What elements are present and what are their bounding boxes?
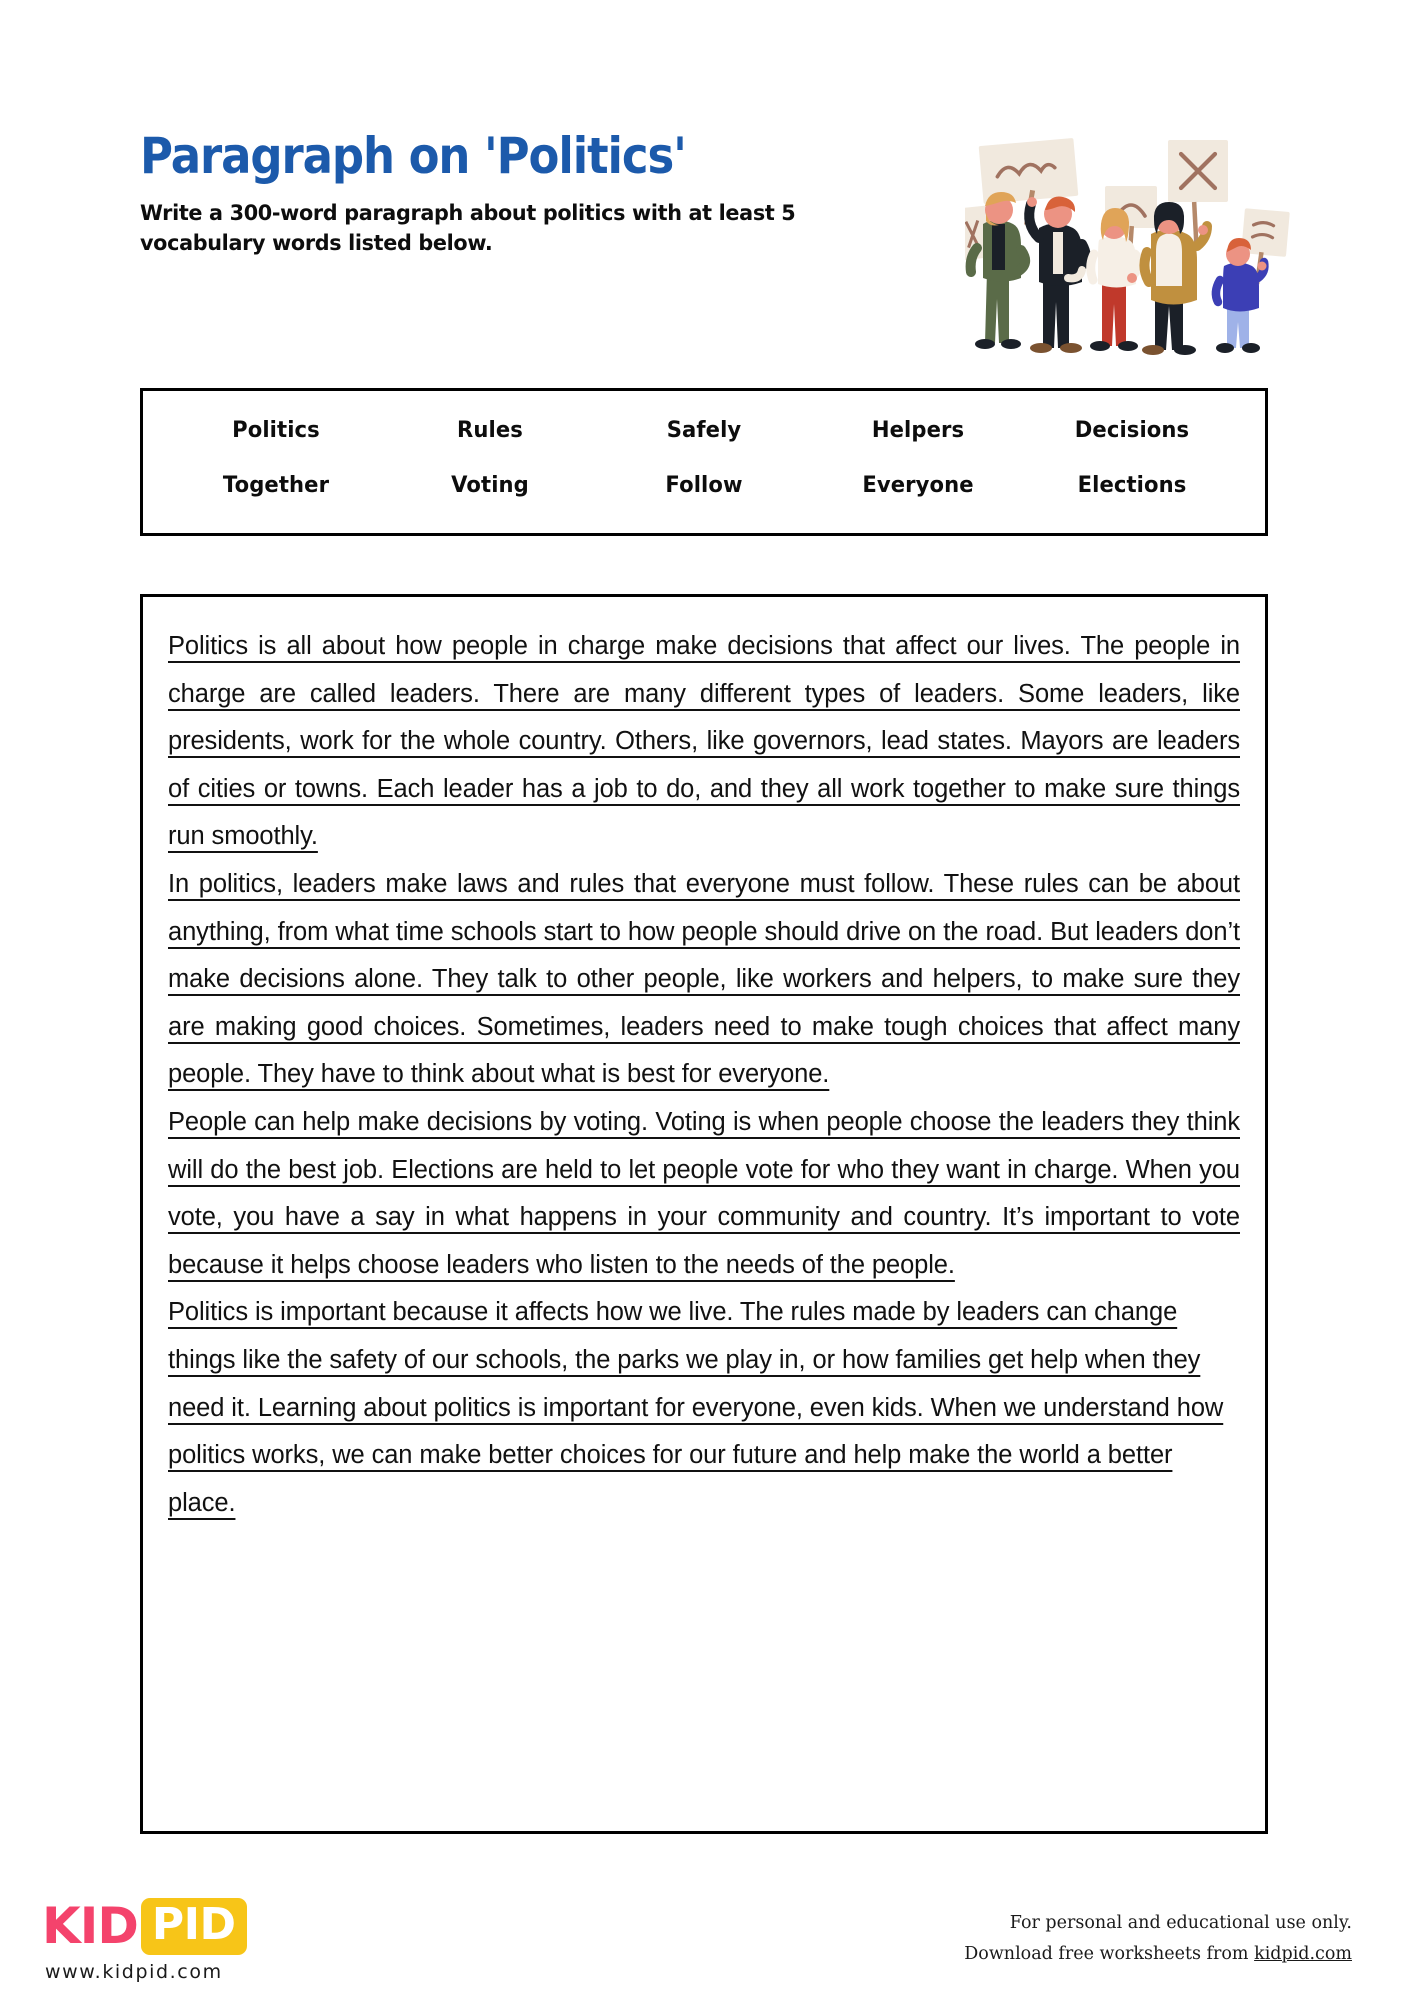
footer-note-line-1: For personal and educational use only. xyxy=(1009,1913,1352,1933)
logo-website-url: www.kidpid.com xyxy=(45,1961,223,1983)
vocabulary-word: Helpers xyxy=(871,418,965,443)
logo-pid-badge: PID xyxy=(141,1898,247,1955)
page-title: Paragraph on 'Politics' xyxy=(140,127,686,185)
vocabulary-word: Everyone xyxy=(862,473,974,498)
footer-usage-note xyxy=(964,1908,1352,1969)
page-instructions: Write a 300-word paragraph about politics with at least 5 vocabulary words listed below. xyxy=(140,200,796,257)
paragraph-block: People can help make decisions by voting. Voting is when people choose the leaders they think will do the best job. Elections are held to let people vote for who they want in charge. When you vote, you have a say in what happens in your community and country. It’s important to vote because it helps choose leaders who listen to the needs of the people. xyxy=(168,1107,1240,1279)
vocabulary-word: Voting xyxy=(451,473,529,498)
vocabulary-word: Decisions xyxy=(1074,418,1190,443)
protest-crowd-illustration xyxy=(965,128,1290,358)
paragraph-block: Politics is all about how people in charge make decisions that affect our lives. The people in charge are called leaders. There are many different types of leaders. Some leaders, like presidents, work for the whole country. Others, like governors, lead states. Mayors are leaders of cities or towns. Each leader has a job to do, and they all work together to make sure things run smoothly. xyxy=(168,632,1240,851)
footer-note-line-2 xyxy=(964,1939,1352,1970)
vocabulary-word: Together xyxy=(222,473,330,498)
person-dark-raised-arm xyxy=(1027,197,1086,353)
logo-kid-text: KID xyxy=(42,1897,138,1955)
vocabulary-word: Follow xyxy=(665,473,743,498)
vocabulary-word-bank xyxy=(140,388,1268,536)
vocabulary-row xyxy=(169,473,1239,498)
kidpid-logo xyxy=(42,1898,342,1983)
vocabulary-word: Safely xyxy=(666,418,742,443)
paragraph-text xyxy=(168,623,1240,1527)
logo-wordmark xyxy=(42,1898,342,1954)
vocabulary-row xyxy=(169,418,1239,443)
footer-note-prefix: Download free worksheets from xyxy=(964,1943,1255,1964)
paragraph-block: In politics, leaders make laws and rules that everyone must follow. These rules can be about anything, from what time schools start to how people should drive on the road. But leaders don’t make decisions alone. They talk to other people, like workers and helpers, to make sure they are making good choices. Sometimes, leaders need to make tough choices that affect many people. They have to think about what is best for everyone. xyxy=(168,869,1240,1089)
vocabulary-word: Rules xyxy=(457,418,523,443)
paragraph-block: Politics is important because it affects how we live. The rules made by leaders can change things like the safety of our schools, the parks we play in, or how families get help when they need it. Learning about politics is important for everyone, even kids. When we understand how politics works, we can make better choices for our future and help make the world a better place. xyxy=(168,1298,1224,1517)
vocabulary-word: Politics xyxy=(232,418,320,443)
vocabulary-word: Elections xyxy=(1077,473,1187,498)
kidpid-link[interactable]: kidpid.com xyxy=(1254,1943,1352,1964)
answer-paragraph-box xyxy=(140,594,1268,1834)
